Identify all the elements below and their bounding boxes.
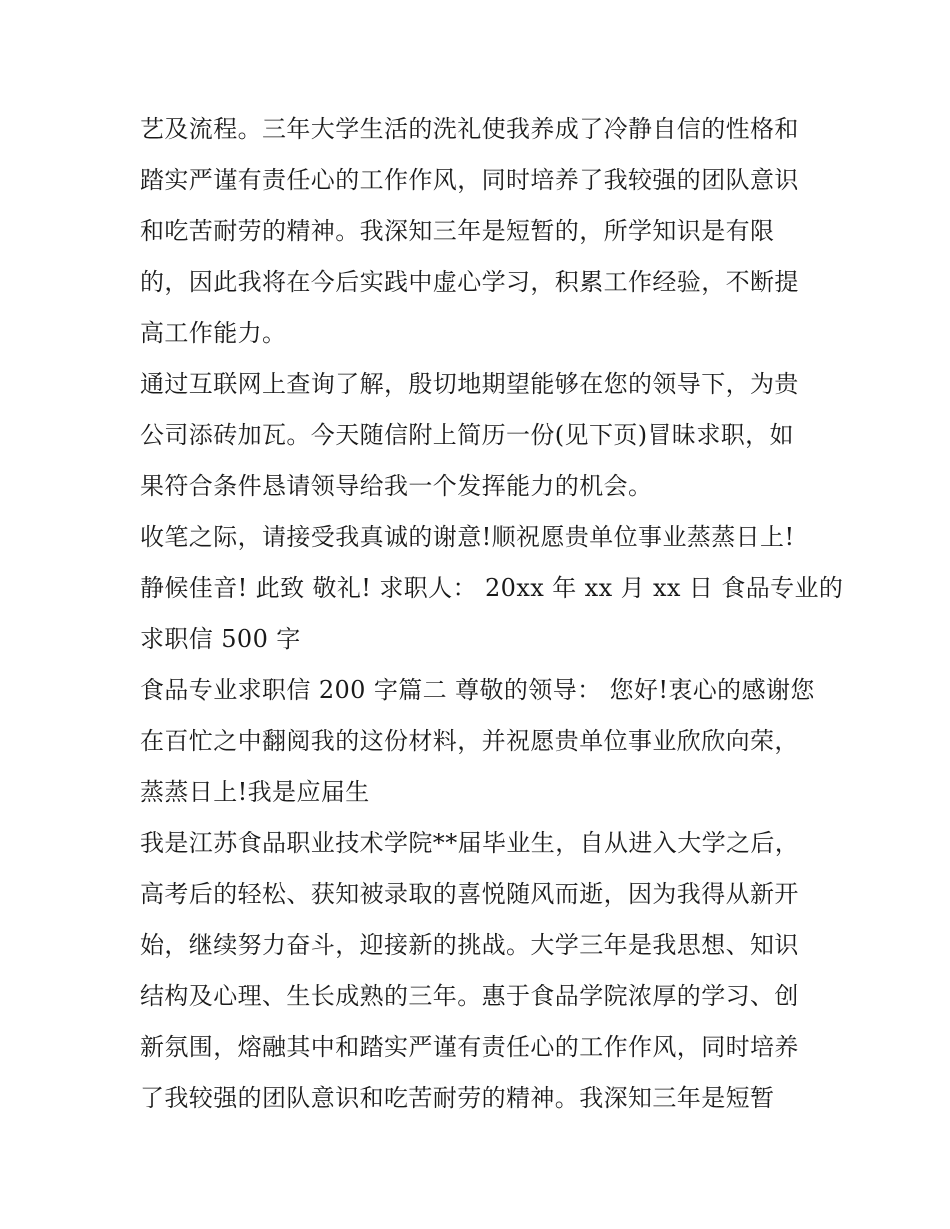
text-line: 收笔之际，请接受我真诚的谢意!顺祝愿贵单位事业蒸蒸日上! xyxy=(140,523,795,551)
text-line: 我是江苏食品职业技术学院**届毕业生，自从进入大学之后， xyxy=(140,829,800,857)
text-line: 艺及流程。三年大学生活的洗礼使我养成了冷静自信的性格和 xyxy=(140,115,799,143)
text-line: 了我较强的团队意识和吃苦耐劳的精神。我深知三年是短暂 xyxy=(140,1084,775,1112)
text-line: 通过互联网上查询了解，殷切地期望能够在您的领导下，为贵 xyxy=(140,370,799,398)
text-line: 果符合条件恳请领导给我一个发挥能力的机会。 xyxy=(140,472,653,500)
document-body xyxy=(140,104,844,1124)
text-line: 的，因此我将在今后实践中虚心学习，积累工作经验，不断提 xyxy=(140,268,799,296)
text-line: 高工作能力。 xyxy=(140,319,287,347)
text-line: 静候佳音! 此致 敬礼! 求职人： 20xx 年 xx 月 xx 日 食品专业的 xyxy=(140,574,844,602)
text-line: 和吃苦耐劳的精神。我深知三年是短暂的，所学知识是有限 xyxy=(140,217,775,245)
text-line: 求职信 500 字 xyxy=(140,625,301,653)
text-line: 新氛围，熔融其中和踏实严谨有责任心的工作作风，同时培养 xyxy=(140,1033,799,1061)
text-line: 踏实严谨有责任心的工作作风，同时培养了我较强的团队意识 xyxy=(140,166,799,194)
text-line: 公司添砖加瓦。今天随信附上简历一份(见下页)冒昧求职，如 xyxy=(140,421,794,449)
text-line: 高考后的轻松、获知被录取的喜悦随风而逝，因为我得从新开 xyxy=(140,880,799,908)
text-line: 结构及心理、生长成熟的三年。惠于食品学院浓厚的学习、创 xyxy=(140,982,799,1010)
text-line: 食品专业求职信 200 字篇二 尊敬的领导： 您好!衷心的感谢您 xyxy=(140,676,815,704)
text-line: 蒸蒸日上!我是应届生 xyxy=(140,778,370,806)
text-line: 在百忙之中翻阅我的这份材料，并祝愿贵单位事业欣欣向荣， xyxy=(140,727,799,755)
text-line: 始，继续努力奋斗，迎接新的挑战。大学三年是我思想、知识 xyxy=(140,931,799,959)
